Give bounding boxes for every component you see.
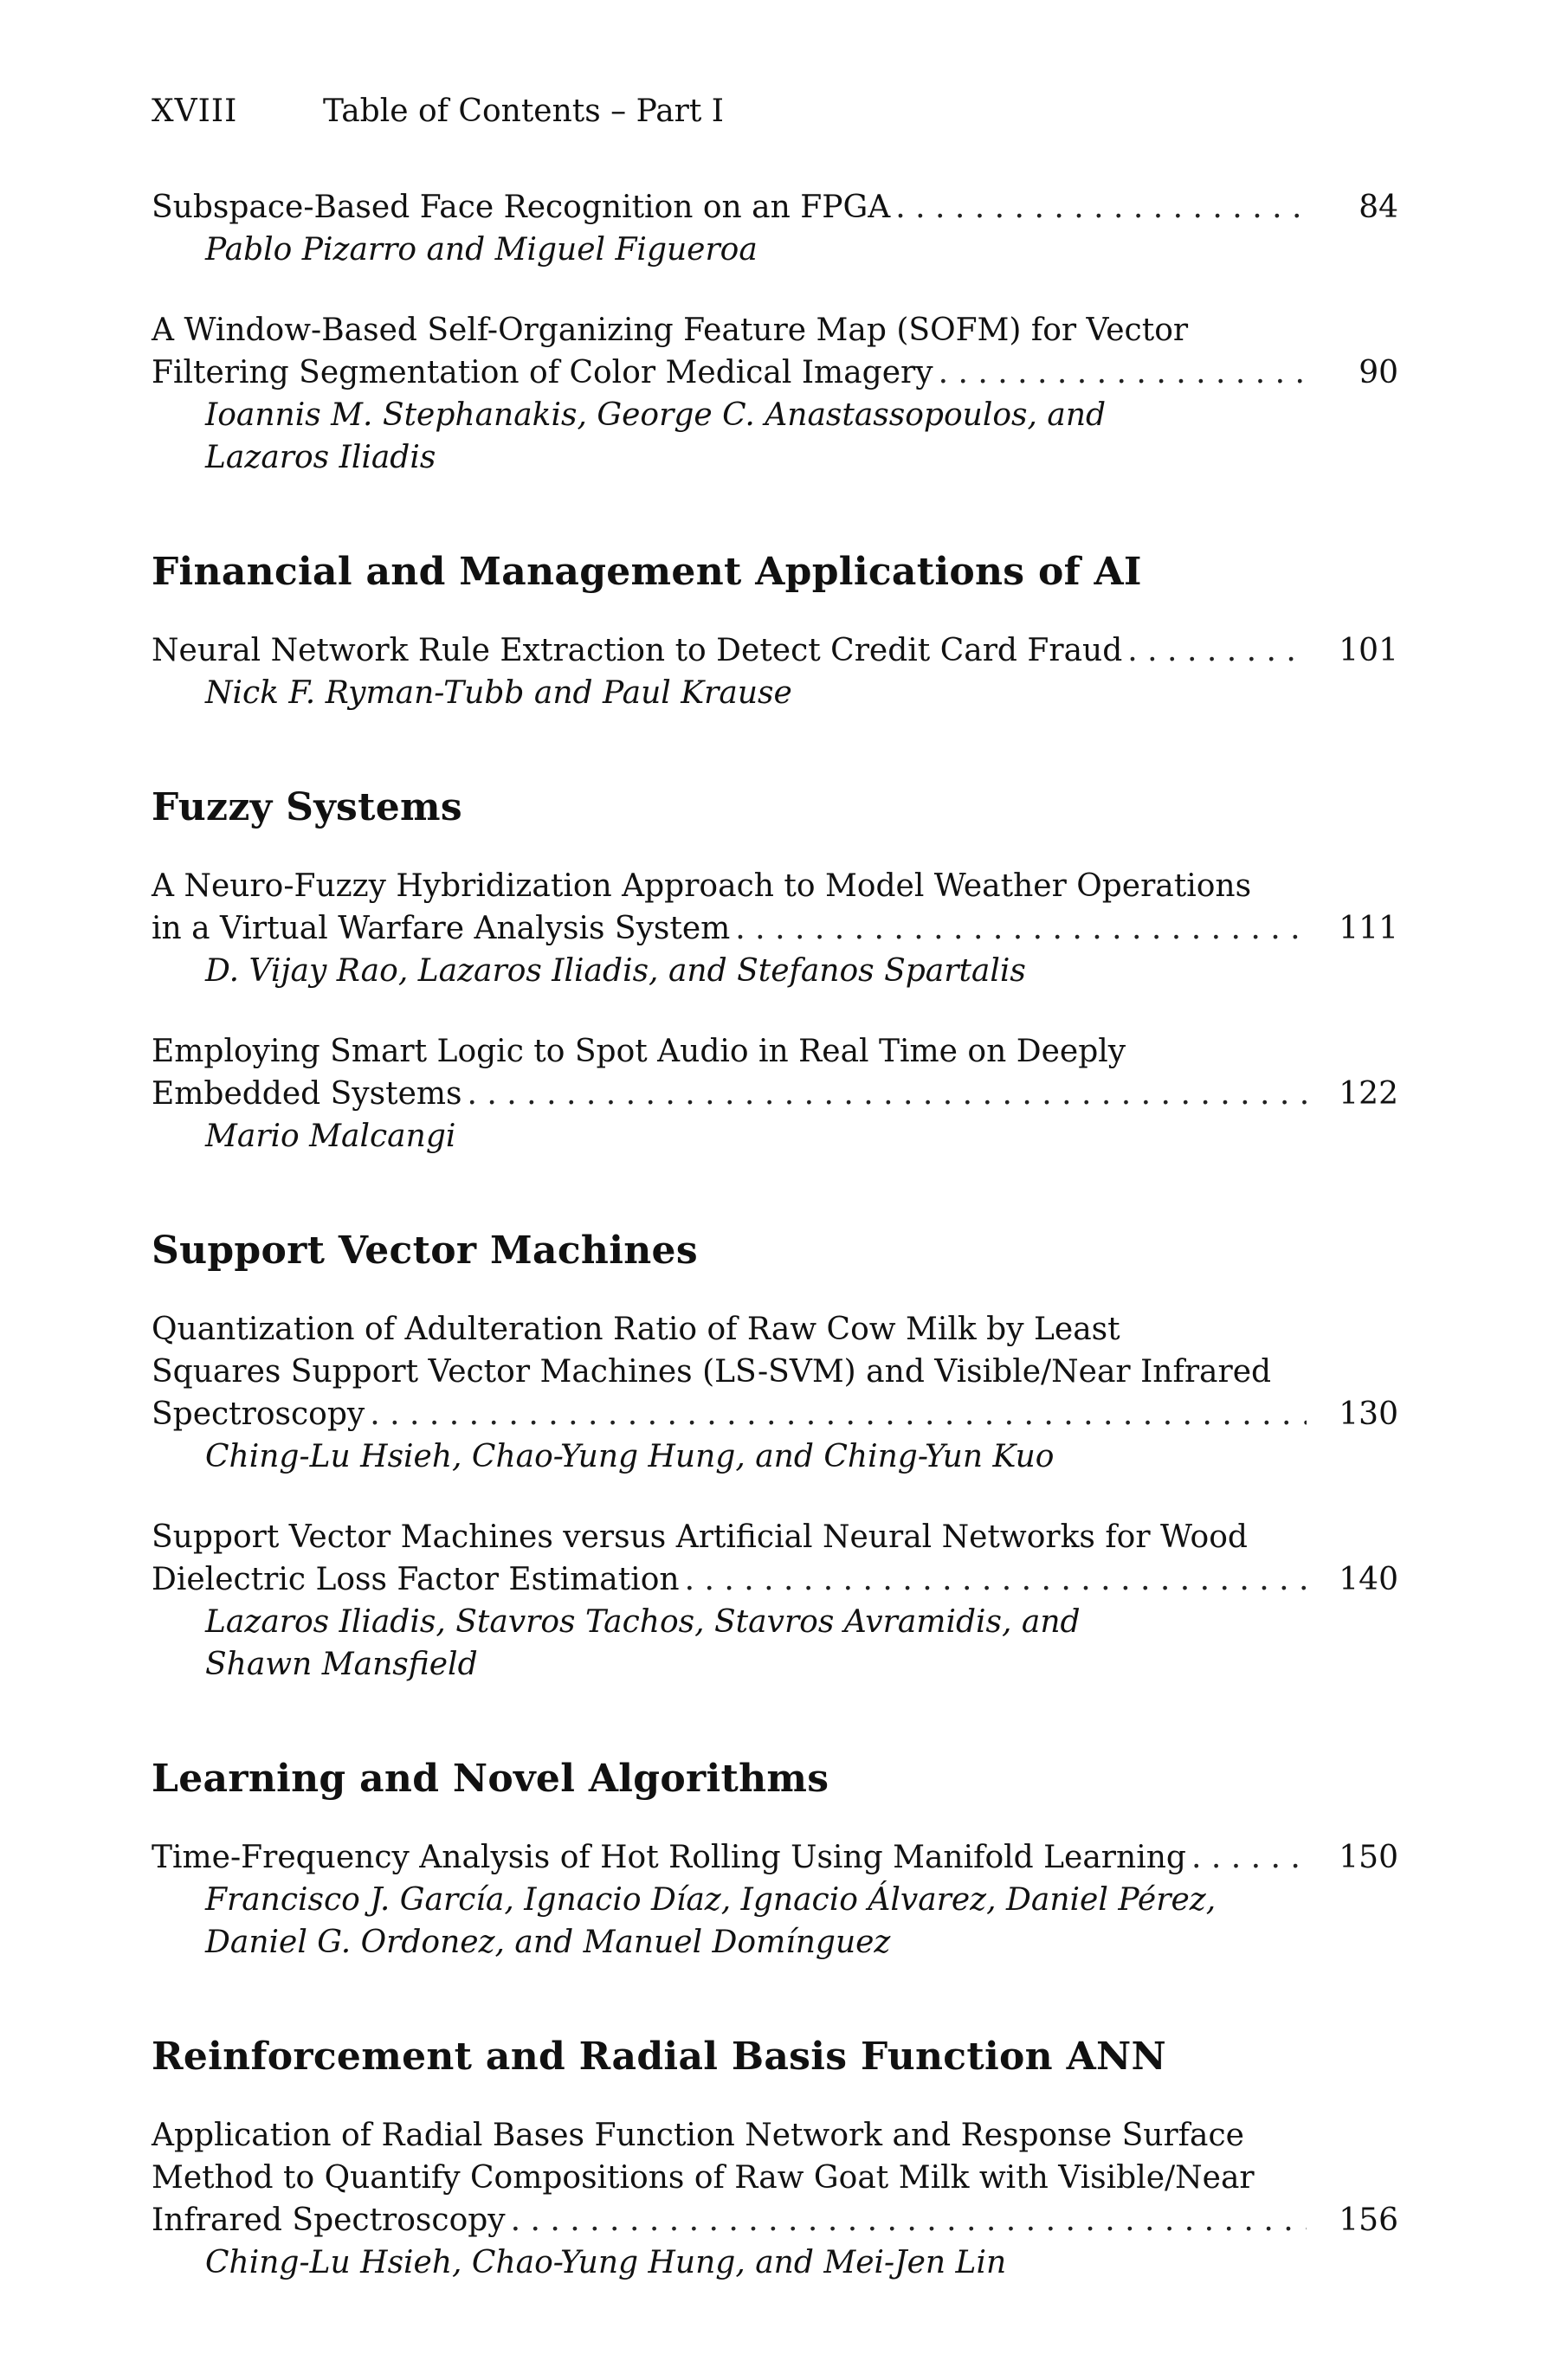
entry-title-text: A Window-Based Self-Organizing Feature Map (SOFM) for Vector <box>152 313 1189 348</box>
author-line: Lazaros Iliadis <box>205 440 436 475</box>
author-line: Mario Malcangi <box>205 1119 456 1154</box>
entry-page-number: 130 <box>1339 1396 1398 1432</box>
section-heading: Support Vector Machines <box>152 1229 698 1273</box>
entry-title-line <box>152 865 1398 907</box>
dot-leader <box>939 352 1307 394</box>
entry-page-number: 90 <box>1359 355 1398 390</box>
entry-title-line <box>152 1308 1398 1351</box>
entry-title-line <box>152 1516 1398 1558</box>
dot-leader <box>468 1073 1307 1115</box>
section-heading: Financial and Management Applications of AI <box>152 550 1142 594</box>
running-title: Table of Contents – Part I <box>323 94 725 129</box>
toc-entry[interactable] <box>152 1836 1398 1964</box>
entry-title-text: Dielectric Loss Factor Estimation <box>152 1562 680 1597</box>
toc-section <box>152 1724 1398 1964</box>
entry-title-text: Embedded Systems <box>152 1076 462 1112</box>
entry-title-line <box>152 2114 1398 2157</box>
toc-section <box>152 186 1398 479</box>
entry-title-text: A Neuro-Fuzzy Hybridization Approach to Model Weather Operations <box>152 868 1252 904</box>
entry-title-line <box>152 1351 1398 1393</box>
toc-entry[interactable] <box>152 1030 1398 1158</box>
author-line: Ching-Lu Hsieh, Chao-Yung Hung, and Ching-Yun Kuo <box>205 1439 1055 1474</box>
toc-entry[interactable] <box>152 865 1398 992</box>
running-head <box>152 91 1398 132</box>
author-line: Ioannis M. Stephanakis, George C. Anastassopoulos, and <box>205 397 1107 433</box>
entry-title-text: Infrared Spectroscopy <box>152 2203 506 2238</box>
entry-title-line <box>152 1030 1398 1073</box>
entry-authors <box>152 2241 1398 2284</box>
entry-page-number: 140 <box>1339 1562 1398 1597</box>
entry-authors <box>152 394 1398 479</box>
toc-entry[interactable] <box>152 629 1398 714</box>
toc-entry[interactable] <box>152 1308 1398 1478</box>
entry-title-text: Neural Network Rule Extraction to Detect Credit Card Fraud <box>152 633 1123 668</box>
dot-leader <box>685 1558 1307 1601</box>
dot-leader <box>1191 1836 1307 1879</box>
entry-title-text: Subspace-Based Face Recognition on an FPGA <box>152 190 891 225</box>
entry-authors <box>152 1601 1398 1686</box>
entry-title-text: Filtering Segmentation of Color Medical Imagery <box>152 355 933 390</box>
entry-page-number: 122 <box>1339 1076 1398 1112</box>
toc-entry[interactable] <box>152 309 1398 479</box>
dot-leader <box>1127 629 1307 672</box>
author-line: Ching-Lu Hsieh, Chao-Yung Hung, and Mei-Jen Lin <box>205 2245 1007 2280</box>
dot-leader <box>895 186 1307 229</box>
entry-title-line <box>152 1393 1398 1435</box>
entry-authors <box>152 672 1398 714</box>
entry-page-number: 150 <box>1339 1840 1398 1875</box>
entry-title-text: Squares Support Vector Machines (LS-SVM) and Visible/Near Infrared <box>152 1354 1272 1390</box>
section-heading: Reinforcement and Radial Basis Function ANN <box>152 2035 1167 2079</box>
entry-title-line <box>152 629 1398 672</box>
entry-authors <box>152 1435 1398 1478</box>
entry-title-line <box>152 907 1398 950</box>
entry-authors <box>152 1879 1398 1964</box>
page-number: XVIII <box>152 94 238 129</box>
entry-title-line <box>152 2199 1398 2241</box>
entry-title-text: Application of Radial Bases Function Network and Response Surface <box>152 2118 1244 2153</box>
entry-title-line <box>152 352 1398 394</box>
entry-page-number: 84 <box>1359 190 1398 225</box>
entry-title-text: Time-Frequency Analysis of Hot Rolling Using Manifold Learning <box>152 1840 1186 1875</box>
toc-section <box>152 752 1398 1158</box>
dot-leader <box>735 907 1307 950</box>
author-line: Pablo Pizarro and Miguel Figueroa <box>205 232 758 268</box>
toc-entry[interactable] <box>152 186 1398 271</box>
toc-section <box>152 517 1398 714</box>
toc-entry[interactable] <box>152 2114 1398 2284</box>
entry-page-number: 156 <box>1339 2203 1398 2238</box>
entry-title-line <box>152 309 1398 352</box>
entry-authors <box>152 950 1398 992</box>
dot-leader <box>370 1393 1307 1435</box>
entry-authors <box>152 229 1398 271</box>
entry-title-text: Employing Smart Logic to Spot Audio in Real Time on Deeply <box>152 1034 1126 1069</box>
author-line: Daniel G. Ordonez, and Manuel Domínguez <box>205 1925 891 1960</box>
entry-title-line <box>152 186 1398 229</box>
entry-title-text: Method to Quantify Compositions of Raw Goat Milk with Visible/Near <box>152 2160 1255 2196</box>
toc-entry[interactable] <box>152 1516 1398 1686</box>
entry-title-text: Quantization of Adulteration Ratio of Raw Cow Milk by Least <box>152 1312 1120 1347</box>
section-heading: Fuzzy Systems <box>152 785 462 829</box>
author-line: Lazaros Iliadis, Stavros Tachos, Stavros Avramidis, and <box>205 1604 1081 1640</box>
toc-page <box>152 91 1398 2322</box>
entry-title-text: in a Virtual Warfare Analysis System <box>152 911 731 946</box>
entry-title-text: Spectroscopy <box>152 1396 365 1432</box>
author-line: D. Vijay Rao, Lazaros Iliadis, and Stefanos Spartalis <box>205 953 1026 989</box>
section-heading: Learning and Novel Algorithms <box>152 1757 829 1801</box>
entry-title-line <box>152 2157 1398 2199</box>
entry-title-line <box>152 1558 1398 1601</box>
entry-title-line <box>152 1073 1398 1115</box>
entry-authors <box>152 1115 1398 1158</box>
author-line: Francisco J. García, Ignacio Díaz, Ignacio Álvarez, Daniel Pérez, <box>205 1882 1217 1918</box>
toc-body <box>152 186 1398 2284</box>
dot-leader <box>511 2199 1307 2241</box>
entry-title-text: Support Vector Machines versus Artificial Neural Networks for Wood <box>152 1519 1248 1555</box>
entry-title-line <box>152 1836 1398 1879</box>
toc-section <box>152 1196 1398 1686</box>
toc-section <box>152 2002 1398 2284</box>
author-line: Nick F. Ryman-Tubb and Paul Krause <box>205 675 792 711</box>
author-line: Shawn Mansfield <box>205 1647 478 1682</box>
entry-page-number: 101 <box>1339 633 1398 668</box>
entry-page-number: 111 <box>1339 911 1398 946</box>
